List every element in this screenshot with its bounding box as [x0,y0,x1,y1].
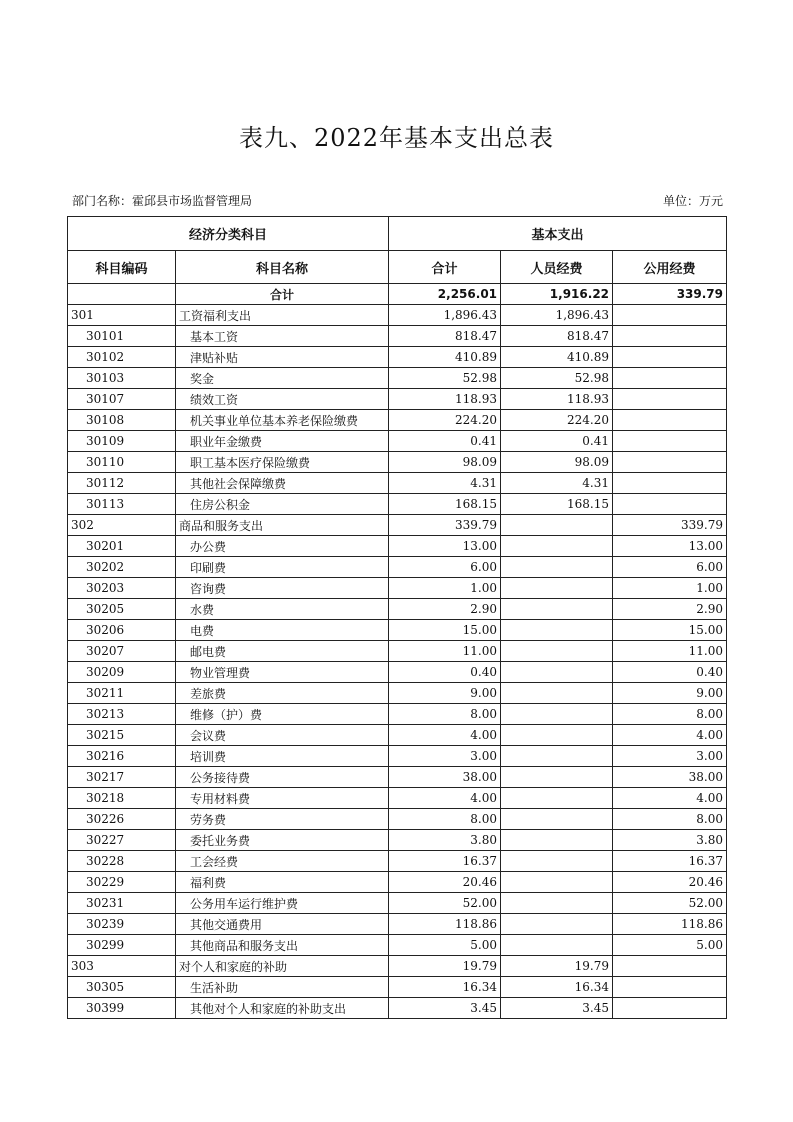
name-cell: 会议费 [176,725,389,746]
code-cell: 30209 [68,662,176,683]
total-cell: 0.40 [389,662,501,683]
total-cell: 3.80 [389,830,501,851]
total-amount: 2,256.01 [389,284,501,305]
code-cell: 30228 [68,851,176,872]
personnel-cell: 118.93 [501,389,613,410]
public-cell: 52.00 [613,893,727,914]
table-row [68,893,727,914]
code-cell: 30216 [68,746,176,767]
public-cell [613,956,727,977]
public-cell: 15.00 [613,620,727,641]
name-cell: 咨询费 [176,578,389,599]
total-cell: 3.45 [389,998,501,1019]
total-cell: 1,896.43 [389,305,501,326]
code-cell: 30227 [68,830,176,851]
personnel-cell [501,788,613,809]
name-cell: 培训费 [176,746,389,767]
table-row [68,935,727,956]
public-cell [613,389,727,410]
name-cell: 基本工资 [176,326,389,347]
personnel-cell [501,599,613,620]
public-cell: 3.00 [613,746,727,767]
personnel-cell [501,872,613,893]
personnel-cell [501,746,613,767]
public-cell: 16.37 [613,851,727,872]
total-cell: 118.93 [389,389,501,410]
public-cell: 13.00 [613,536,727,557]
code-cell: 30205 [68,599,176,620]
personnel-cell: 98.09 [501,452,613,473]
personnel-cell [501,536,613,557]
personnel-cell [501,704,613,725]
table-row [68,851,727,872]
public-cell [613,326,727,347]
public-cell: 1.00 [613,578,727,599]
public-cell: 20.46 [613,872,727,893]
code-cell: 30215 [68,725,176,746]
name-cell: 邮电费 [176,641,389,662]
public-cell: 4.00 [613,725,727,746]
basic-expenditure-table [67,216,727,1019]
public-cell: 5.00 [613,935,727,956]
public-cell: 3.80 [613,830,727,851]
public-cell [613,410,727,431]
header-name: 科目名称 [176,251,389,284]
table-row [68,347,727,368]
header-public: 公用经费 [613,251,727,284]
code-cell: 30299 [68,935,176,956]
public-cell: 9.00 [613,683,727,704]
name-cell: 福利费 [176,872,389,893]
table-row [68,515,727,536]
table-row [68,683,727,704]
personnel-cell [501,809,613,830]
name-cell: 商品和服务支出 [176,515,389,536]
table-row [68,872,727,893]
table-row [68,809,727,830]
name-cell: 津贴补贴 [176,347,389,368]
total-cell: 38.00 [389,767,501,788]
name-cell: 生活补助 [176,977,389,998]
total-cell: 339.79 [389,515,501,536]
code-cell: 30101 [68,326,176,347]
table-row [68,830,727,851]
table-row [68,662,727,683]
total-cell: 8.00 [389,809,501,830]
name-cell: 电费 [176,620,389,641]
total-cell: 3.00 [389,746,501,767]
personnel-cell: 52.98 [501,368,613,389]
total-cell: 15.00 [389,620,501,641]
public-cell: 6.00 [613,557,727,578]
department-label: 部门名称：霍邱县市场监督管理局 [72,194,253,208]
header-personnel: 人员经费 [501,251,613,284]
total-cell: 4.00 [389,725,501,746]
code-cell: 30305 [68,977,176,998]
table-row [68,578,727,599]
total-cell: 8.00 [389,704,501,725]
public-cell [613,473,727,494]
code-cell: 301 [68,305,176,326]
code-cell: 30218 [68,788,176,809]
name-cell: 对个人和家庭的补助 [176,956,389,977]
name-cell: 水费 [176,599,389,620]
total-cell: 410.89 [389,347,501,368]
code-cell: 30202 [68,557,176,578]
total-cell: 818.47 [389,326,501,347]
personnel-cell: 1,896.43 [501,305,613,326]
total-cell: 52.00 [389,893,501,914]
total-code-cell [68,284,176,305]
total-cell: 118.86 [389,914,501,935]
code-cell: 30206 [68,620,176,641]
public-cell: 38.00 [613,767,727,788]
total-cell: 98.09 [389,452,501,473]
name-cell: 物业管理费 [176,662,389,683]
public-cell: 8.00 [613,704,727,725]
name-cell: 奖金 [176,368,389,389]
personnel-cell [501,662,613,683]
code-cell: 30211 [68,683,176,704]
personnel-cell [501,683,613,704]
public-cell [613,431,727,452]
name-cell: 绩效工资 [176,389,389,410]
total-cell: 0.41 [389,431,501,452]
table-row [68,326,727,347]
public-cell: 11.00 [613,641,727,662]
total-cell: 13.00 [389,536,501,557]
public-cell: 339.79 [613,515,727,536]
code-cell: 30229 [68,872,176,893]
public-cell [613,998,727,1019]
personnel-cell [501,515,613,536]
name-cell: 工会经费 [176,851,389,872]
name-cell: 工资福利支出 [176,305,389,326]
total-cell: 168.15 [389,494,501,515]
table-row [68,410,727,431]
total-public: 339.79 [613,284,727,305]
personnel-cell: 16.34 [501,977,613,998]
personnel-cell: 168.15 [501,494,613,515]
name-cell: 其他对个人和家庭的补助支出 [176,998,389,1019]
code-cell: 30107 [68,389,176,410]
table-row [68,767,727,788]
public-cell [613,452,727,473]
total-cell: 6.00 [389,557,501,578]
personnel-cell [501,557,613,578]
code-cell: 30103 [68,368,176,389]
personnel-cell: 3.45 [501,998,613,1019]
total-cell: 1.00 [389,578,501,599]
header-basic-expenditure: 基本支出 [389,217,727,251]
header-total: 合计 [389,251,501,284]
table-row [68,452,727,473]
total-cell: 9.00 [389,683,501,704]
name-cell: 机关事业单位基本养老保险缴费 [176,410,389,431]
personnel-cell: 818.47 [501,326,613,347]
total-cell: 4.00 [389,788,501,809]
personnel-cell [501,620,613,641]
page-title: 表九、2022年基本支出总表 [238,124,555,152]
code-cell: 30213 [68,704,176,725]
table-row [68,746,727,767]
name-cell: 职工基本医疗保险缴费 [176,452,389,473]
total-cell: 4.31 [389,473,501,494]
table-row [68,305,727,326]
code-cell: 30239 [68,914,176,935]
personnel-cell [501,725,613,746]
personnel-cell [501,893,613,914]
name-cell: 委托业务费 [176,830,389,851]
code-cell: 30399 [68,998,176,1019]
table-row [68,704,727,725]
public-cell: 0.40 [613,662,727,683]
table-row [68,977,727,998]
header-code: 科目编码 [68,251,176,284]
name-cell: 办公费 [176,536,389,557]
personnel-cell [501,830,613,851]
personnel-cell [501,914,613,935]
personnel-cell [501,578,613,599]
public-cell [613,368,727,389]
name-cell: 印刷费 [176,557,389,578]
code-cell: 30231 [68,893,176,914]
code-cell: 302 [68,515,176,536]
public-cell [613,305,727,326]
personnel-cell [501,851,613,872]
code-cell: 30217 [68,767,176,788]
table-row [68,641,727,662]
total-cell: 52.98 [389,368,501,389]
table-row [68,620,727,641]
name-cell: 公务接待费 [176,767,389,788]
public-cell [613,494,727,515]
name-cell: 职业年金缴费 [176,431,389,452]
total-cell: 20.46 [389,872,501,893]
table-row [68,725,727,746]
table-row [68,599,727,620]
table-row [68,788,727,809]
public-cell: 8.00 [613,809,727,830]
table-body [68,284,727,1019]
code-cell: 30113 [68,494,176,515]
personnel-cell [501,767,613,788]
public-cell [613,977,727,998]
name-cell: 公务用车运行维护费 [176,893,389,914]
name-cell: 其他商品和服务支出 [176,935,389,956]
total-cell: 5.00 [389,935,501,956]
code-cell: 303 [68,956,176,977]
code-cell: 30203 [68,578,176,599]
table-row [68,536,727,557]
table-row [68,956,727,977]
code-cell: 30207 [68,641,176,662]
code-cell: 30201 [68,536,176,557]
table-row [68,557,727,578]
personnel-cell: 4.31 [501,473,613,494]
code-cell: 30110 [68,452,176,473]
table-row [68,914,727,935]
total-label: 合计 [176,284,389,305]
table-row [68,431,727,452]
name-cell: 维修（护）费 [176,704,389,725]
total-personnel: 1,916.22 [501,284,613,305]
personnel-cell: 0.41 [501,431,613,452]
code-cell: 30109 [68,431,176,452]
code-cell: 30102 [68,347,176,368]
name-cell: 其他交通费用 [176,914,389,935]
code-cell: 30108 [68,410,176,431]
table-row [68,473,727,494]
table-row [68,998,727,1019]
unit-label: 单位：万元 [662,194,723,208]
name-cell: 住房公积金 [176,494,389,515]
total-row [68,284,727,305]
name-cell: 差旅费 [176,683,389,704]
personnel-cell [501,935,613,956]
code-cell: 30226 [68,809,176,830]
public-cell: 4.00 [613,788,727,809]
public-cell: 2.90 [613,599,727,620]
public-cell: 118.86 [613,914,727,935]
personnel-cell [501,641,613,662]
code-cell: 30112 [68,473,176,494]
total-cell: 19.79 [389,956,501,977]
personnel-cell: 410.89 [501,347,613,368]
table-row [68,494,727,515]
table-row [68,389,727,410]
personnel-cell: 19.79 [501,956,613,977]
total-cell: 224.20 [389,410,501,431]
header-economic-category: 经济分类科目 [68,217,389,251]
total-cell: 16.34 [389,977,501,998]
table-row [68,368,727,389]
public-cell [613,347,727,368]
name-cell: 其他社会保障缴费 [176,473,389,494]
total-cell: 2.90 [389,599,501,620]
name-cell: 专用材料费 [176,788,389,809]
total-cell: 11.00 [389,641,501,662]
total-cell: 16.37 [389,851,501,872]
name-cell: 劳务费 [176,809,389,830]
personnel-cell: 224.20 [501,410,613,431]
